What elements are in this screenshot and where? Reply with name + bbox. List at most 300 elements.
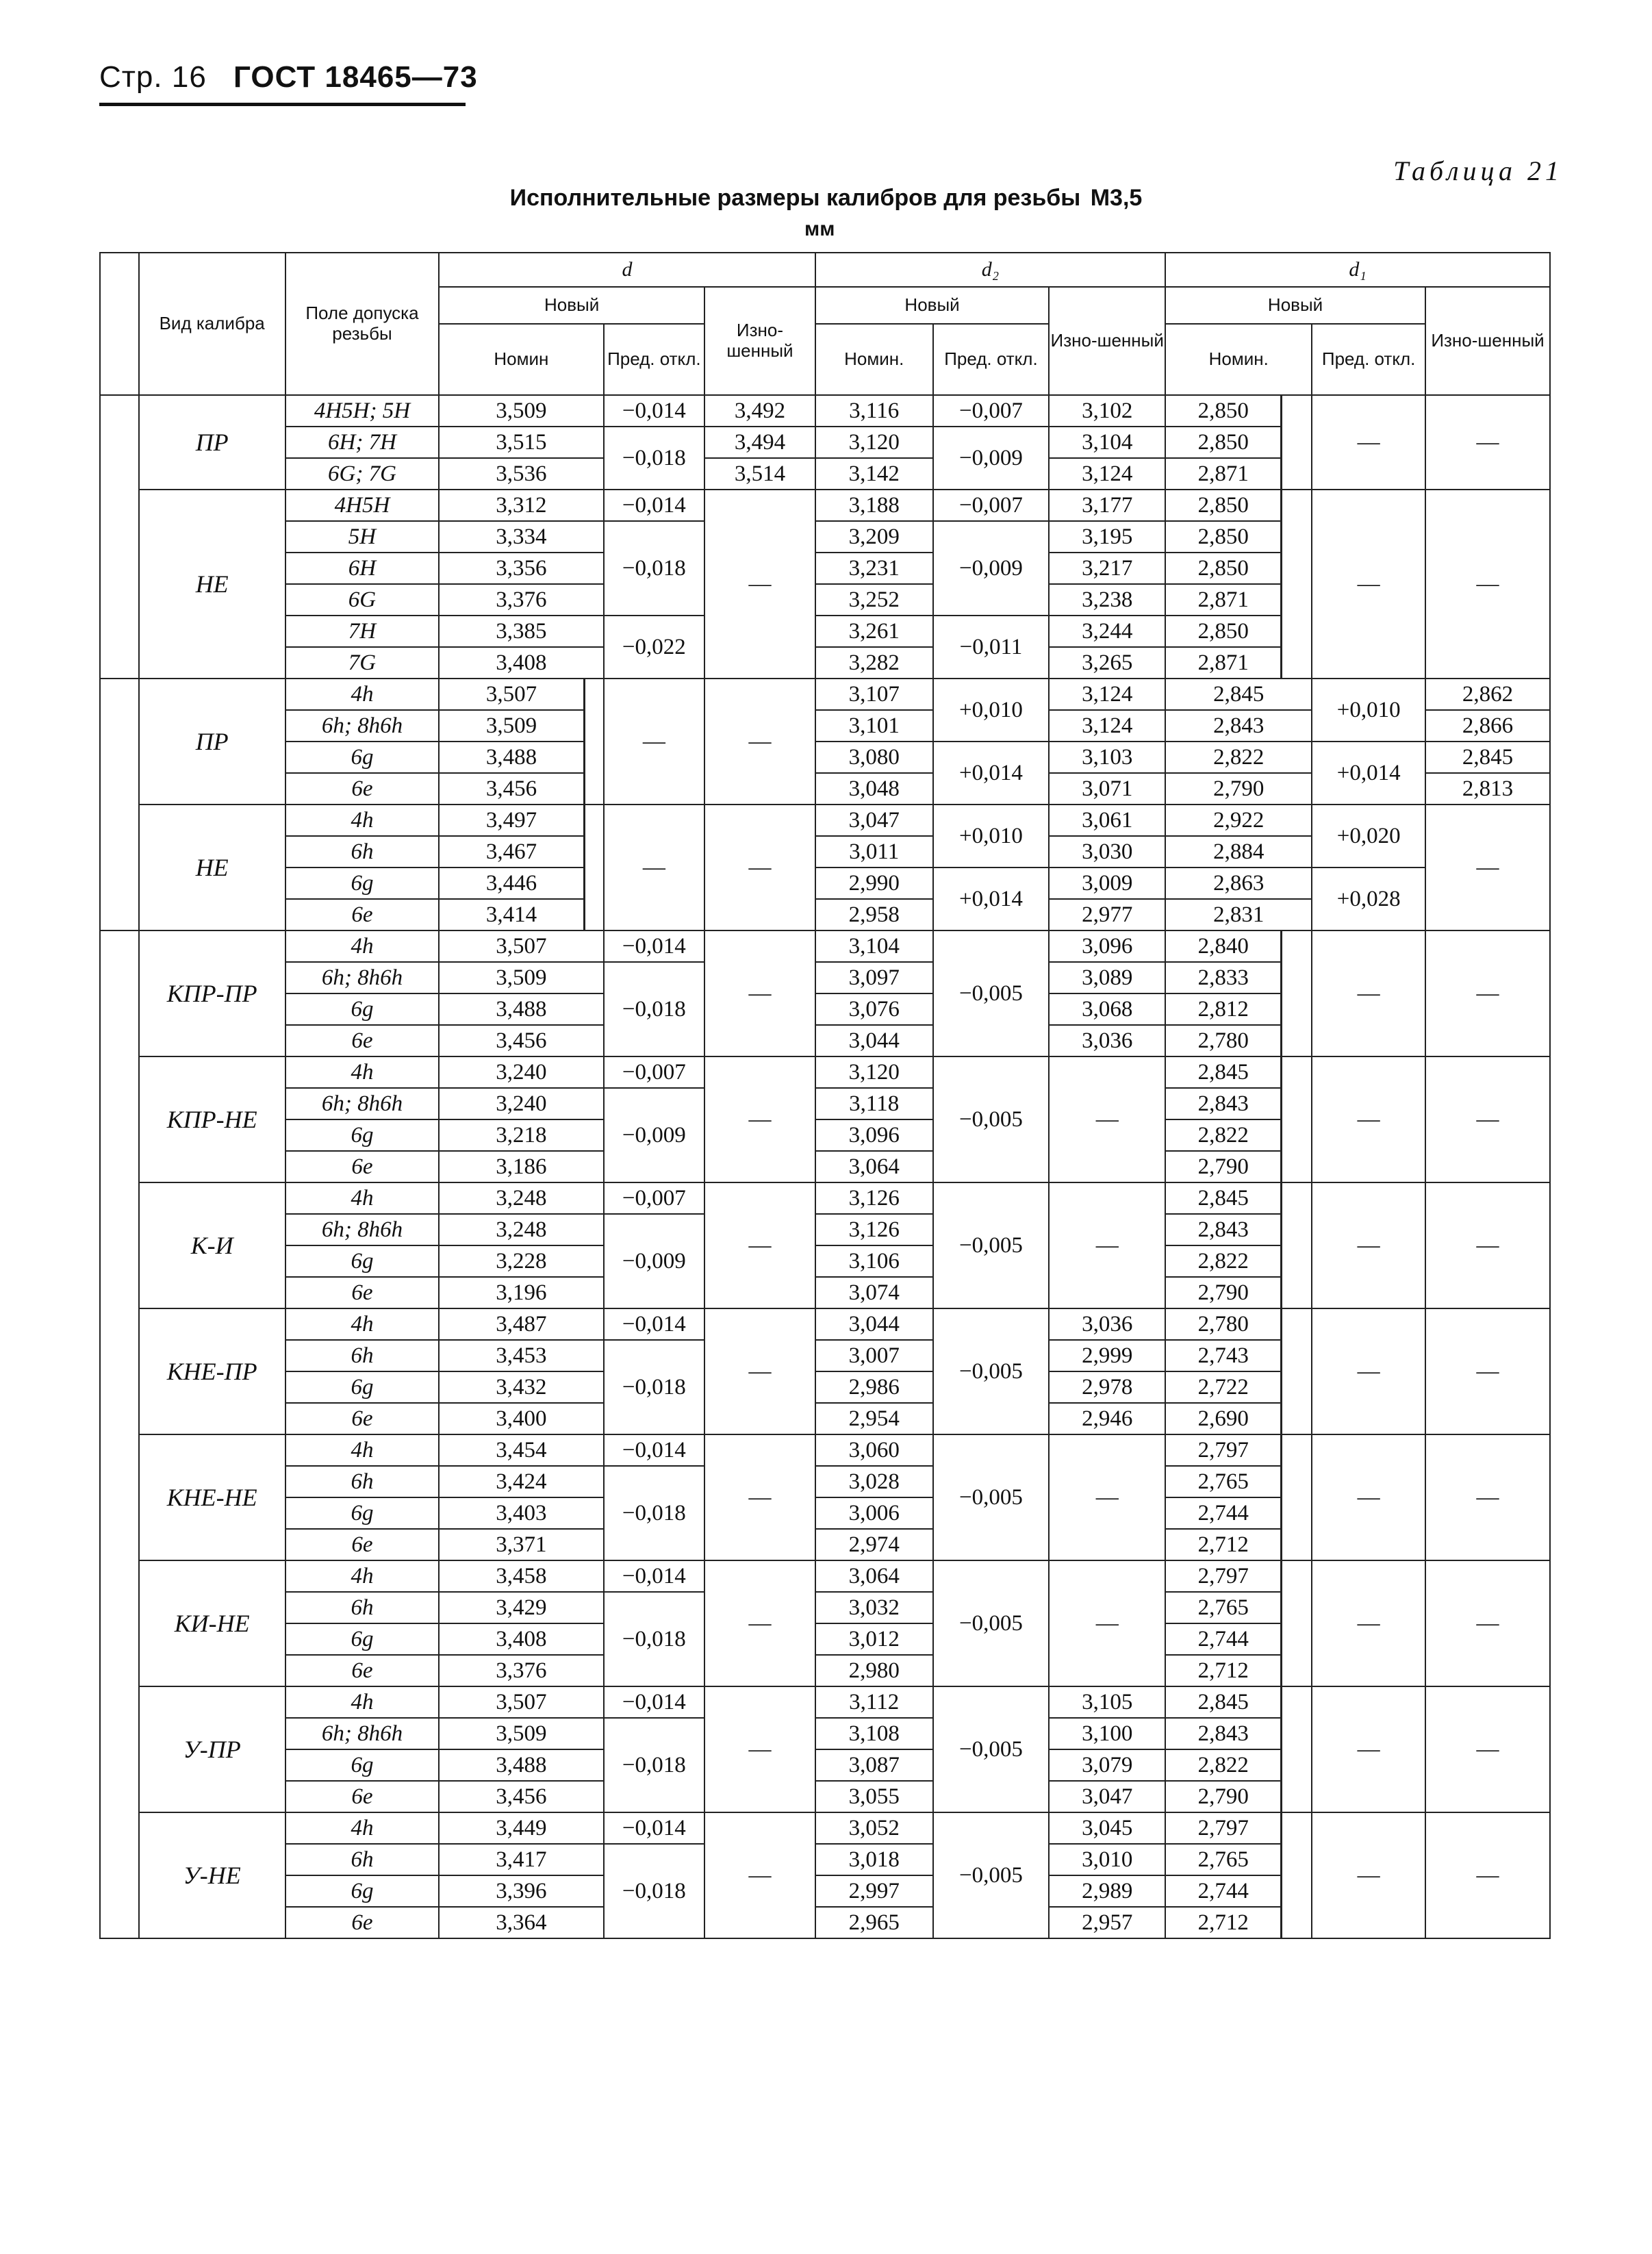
d1-deviation: — xyxy=(1312,1308,1425,1434)
header-d1: d₁ xyxy=(1165,253,1550,287)
d2-nominal: 3,064 xyxy=(815,1151,933,1182)
d1-nominal: 2,871 xyxy=(1165,647,1282,679)
d1-worn: — xyxy=(1425,395,1550,490)
d2-nominal: 3,096 xyxy=(815,1119,933,1151)
d1-deviation: — xyxy=(1312,1182,1425,1308)
d-nominal: 3,536 xyxy=(439,458,603,490)
d-nominal: 3,186 xyxy=(439,1151,603,1182)
d2-nominal: 2,990 xyxy=(815,868,933,899)
d-deviation: −0,014 xyxy=(604,1686,705,1718)
d1-nominal: 2,845 xyxy=(1165,1056,1282,1088)
d1-deviation: — xyxy=(1312,395,1425,490)
d1-worn: — xyxy=(1425,1686,1550,1812)
d1-nominal: 2,850 xyxy=(1165,490,1282,521)
d2-worn: 2,946 xyxy=(1049,1403,1165,1434)
tolerance-field: 6g xyxy=(285,1875,439,1907)
d1-nominal: 2,712 xyxy=(1165,1529,1282,1560)
d-deviation: −0,018 xyxy=(604,521,705,616)
d-deviation: −0,009 xyxy=(604,1088,705,1182)
d2-nominal: 3,107 xyxy=(815,679,933,710)
d1-nominal: 2,780 xyxy=(1165,1025,1282,1056)
d2-deviation: +0,014 xyxy=(933,868,1050,930)
d2-worn: 2,957 xyxy=(1049,1907,1165,1938)
tolerance-field: 6g xyxy=(285,1749,439,1781)
group-ring-gauges xyxy=(100,679,139,930)
page-number: Стр. 16 xyxy=(99,60,207,94)
d-nominal: 3,509 xyxy=(439,962,603,993)
d1-deviation: — xyxy=(1312,1560,1425,1686)
d-deviation: −0,018 xyxy=(604,962,705,1056)
tolerance-field: 4h xyxy=(285,1686,439,1718)
d1-deviation: — xyxy=(1312,1434,1425,1560)
d-worn: — xyxy=(704,805,815,930)
tolerance-field: 6e xyxy=(285,1403,439,1434)
gauge-type: КНЕ-НЕ xyxy=(139,1434,285,1560)
d-nominal: 3,446 xyxy=(439,868,584,899)
d1-nominal: 2,797 xyxy=(1165,1560,1282,1592)
tolerance-field: 7H xyxy=(285,616,439,647)
d2-worn: 2,999 xyxy=(1049,1340,1165,1371)
d2-deviation: +0,014 xyxy=(933,742,1050,805)
d1-worn: 2,866 xyxy=(1425,710,1550,742)
d1-nominal: 2,884 xyxy=(1165,836,1312,868)
d1-worn: — xyxy=(1425,1434,1550,1560)
d-nominal: 3,248 xyxy=(439,1182,603,1214)
d2-nominal: 2,986 xyxy=(815,1371,933,1403)
d2-nominal: 3,080 xyxy=(815,742,933,773)
d1-worn: — xyxy=(1425,1560,1550,1686)
note-not-more xyxy=(1282,395,1312,490)
note-not-more xyxy=(1282,1308,1312,1434)
tolerance-field: 4h xyxy=(285,1182,439,1214)
d1-nominal: 2,780 xyxy=(1165,1308,1282,1340)
d-nominal: 3,509 xyxy=(439,1718,603,1749)
d-deviation: −0,014 xyxy=(604,1560,705,1592)
d-worn: 3,492 xyxy=(704,395,815,427)
d-nominal: 3,218 xyxy=(439,1119,603,1151)
d1-deviation: +0,010 xyxy=(1312,679,1425,742)
d-nominal: 3,515 xyxy=(439,427,603,458)
d1-nominal: 2,845 xyxy=(1165,1686,1282,1718)
gauge-type: У-ПР xyxy=(139,1686,285,1812)
header-d2-new: Новый xyxy=(815,287,1050,324)
gauge-type: ПР xyxy=(139,395,285,490)
d-nominal: 3,429 xyxy=(439,1592,603,1623)
d1-nominal: 2,850 xyxy=(1165,427,1282,458)
d2-deviation: −0,005 xyxy=(933,1560,1050,1686)
d2-worn: 3,079 xyxy=(1049,1749,1165,1781)
d-nominal: 3,449 xyxy=(439,1812,603,1844)
d-nominal: 3,456 xyxy=(439,1025,603,1056)
header-tolerance-field: Поле допуска резьбы xyxy=(285,253,439,395)
d2-deviation: −0,005 xyxy=(933,1308,1050,1434)
header-d-worn: Изно-шенный xyxy=(704,287,815,395)
tolerance-field: 7G xyxy=(285,647,439,679)
note-not-more xyxy=(1282,490,1312,679)
d-nominal: 3,453 xyxy=(439,1340,603,1371)
d1-nominal: 2,822 xyxy=(1165,742,1312,773)
d-deviation: −0,018 xyxy=(604,1844,705,1938)
table-title-thread: М3,5 xyxy=(1090,185,1143,211)
tolerance-field: 4h xyxy=(285,805,439,836)
d-nominal: 3,424 xyxy=(439,1466,603,1497)
tolerance-field: 4h xyxy=(285,1560,439,1592)
d-nominal: 3,364 xyxy=(439,1907,603,1938)
d2-nominal: 3,007 xyxy=(815,1340,933,1371)
header-d2: d₂ xyxy=(815,253,1165,287)
gauge-type: НЕ xyxy=(139,490,285,679)
d2-nominal: 3,188 xyxy=(815,490,933,521)
d2-nominal: 3,011 xyxy=(815,836,933,868)
d2-worn: 3,036 xyxy=(1049,1025,1165,1056)
d2-worn: 2,978 xyxy=(1049,1371,1165,1403)
d1-worn: — xyxy=(1425,1182,1550,1308)
d1-nominal: 2,790 xyxy=(1165,1277,1282,1308)
d-nominal: 3,196 xyxy=(439,1277,603,1308)
d1-worn: — xyxy=(1425,930,1550,1056)
d2-worn: 3,238 xyxy=(1049,584,1165,616)
d2-worn: 3,010 xyxy=(1049,1844,1165,1875)
d1-worn: — xyxy=(1425,1812,1550,1938)
d-deviation: −0,018 xyxy=(604,1592,705,1686)
d1-nominal: 2,743 xyxy=(1165,1340,1282,1371)
d1-nominal: 2,845 xyxy=(1165,1182,1282,1214)
d2-deviation: −0,005 xyxy=(933,930,1050,1056)
header-rule xyxy=(99,103,466,106)
d-deviation: −0,014 xyxy=(604,930,705,962)
d-deviation: −0,014 xyxy=(604,1308,705,1340)
d2-deviation: −0,005 xyxy=(933,1812,1050,1938)
d1-nominal: 2,845 xyxy=(1165,679,1312,710)
tolerance-field: 6g xyxy=(285,993,439,1025)
d-nominal: 3,312 xyxy=(439,490,603,521)
tolerance-field: 6g xyxy=(285,1371,439,1403)
d-nominal: 3,228 xyxy=(439,1245,603,1277)
d2-worn: 3,124 xyxy=(1049,679,1165,710)
d1-worn: — xyxy=(1425,1056,1550,1182)
d2-worn: 3,104 xyxy=(1049,427,1165,458)
d2-worn: 3,030 xyxy=(1049,836,1165,868)
d1-nominal: 2,797 xyxy=(1165,1812,1282,1844)
d-nominal: 3,376 xyxy=(439,1655,603,1686)
d2-deviation: −0,005 xyxy=(933,1686,1050,1812)
d1-deviation: — xyxy=(1312,930,1425,1056)
d2-worn: 3,265 xyxy=(1049,647,1165,679)
page-header xyxy=(99,60,478,94)
d2-deviation: −0,009 xyxy=(933,427,1050,490)
header-d2-deviation: Пред. откл. xyxy=(933,324,1050,395)
d2-deviation: −0,005 xyxy=(933,1056,1050,1182)
d2-nominal: 3,142 xyxy=(815,458,933,490)
tolerance-field: 6g xyxy=(285,868,439,899)
d2-nominal: 2,965 xyxy=(815,1907,933,1938)
d2-nominal: 3,106 xyxy=(815,1245,933,1277)
tolerance-field: 6e xyxy=(285,1781,439,1812)
d2-deviation: +0,010 xyxy=(933,679,1050,742)
d-nominal: 3,248 xyxy=(439,1214,603,1245)
d2-worn: 3,089 xyxy=(1049,962,1165,993)
header-name xyxy=(100,253,139,395)
tolerance-field: 4H5H; 5H xyxy=(285,395,439,427)
d2-worn: 2,977 xyxy=(1049,899,1165,930)
d2-nominal: 3,261 xyxy=(815,616,933,647)
d2-nominal: 2,980 xyxy=(815,1655,933,1686)
d1-nominal: 2,831 xyxy=(1165,899,1312,930)
note-not-more xyxy=(1282,1434,1312,1560)
d2-worn: 3,100 xyxy=(1049,1718,1165,1749)
d1-nominal: 2,744 xyxy=(1165,1497,1282,1529)
note-not-more xyxy=(1282,930,1312,1056)
d-nominal: 3,376 xyxy=(439,584,603,616)
d2-nominal: 3,012 xyxy=(815,1623,933,1655)
d1-nominal: 2,822 xyxy=(1165,1119,1282,1151)
header-gauge-type: Вид калибра xyxy=(139,253,285,395)
d2-nominal: 3,209 xyxy=(815,521,933,553)
d1-deviation: — xyxy=(1312,1812,1425,1938)
d2-nominal: 3,074 xyxy=(815,1277,933,1308)
gauge-type: КНЕ-ПР xyxy=(139,1308,285,1434)
d2-deviation: +0,010 xyxy=(933,805,1050,868)
d2-deviation: −0,011 xyxy=(933,616,1050,679)
d-nominal: 3,408 xyxy=(439,1623,603,1655)
d1-nominal: 2,833 xyxy=(1165,962,1282,993)
d-worn: — xyxy=(704,1686,815,1812)
d2-nominal: 2,997 xyxy=(815,1875,933,1907)
d1-nominal: 2,840 xyxy=(1165,930,1282,962)
header-d2-nominal: Номин. xyxy=(815,324,933,395)
d1-nominal: 2,690 xyxy=(1165,1403,1282,1434)
tolerance-field: 6e xyxy=(285,1277,439,1308)
d2-nominal: 3,044 xyxy=(815,1308,933,1340)
header-d1-deviation: Пред. откл. xyxy=(1312,324,1425,395)
d-deviation: −0,014 xyxy=(604,395,705,427)
d1-nominal: 2,871 xyxy=(1165,458,1282,490)
d-deviation: −0,022 xyxy=(604,616,705,679)
d-deviation: −0,014 xyxy=(604,1812,705,1844)
d1-nominal: 2,863 xyxy=(1165,868,1312,899)
d2-worn: 3,045 xyxy=(1049,1812,1165,1844)
tolerance-field: 6g xyxy=(285,1119,439,1151)
d2-worn: 3,217 xyxy=(1049,553,1165,584)
d1-nominal: 2,790 xyxy=(1165,1151,1282,1182)
d-worn: — xyxy=(704,1434,815,1560)
d-nominal: 3,371 xyxy=(439,1529,603,1560)
d-nominal: 3,240 xyxy=(439,1056,603,1088)
d1-nominal: 2,712 xyxy=(1165,1907,1282,1938)
group-control-plug-gauges xyxy=(100,930,139,1938)
note-not-more xyxy=(1282,1686,1312,1812)
d2-nominal: 3,120 xyxy=(815,427,933,458)
d2-worn: 3,096 xyxy=(1049,930,1165,962)
d2-nominal: 3,282 xyxy=(815,647,933,679)
d-nominal: 3,356 xyxy=(439,553,603,584)
d1-nominal: 2,850 xyxy=(1165,616,1282,647)
d2-deviation: −0,007 xyxy=(933,490,1050,521)
d1-nominal: 2,797 xyxy=(1165,1434,1282,1466)
d-nominal: 3,385 xyxy=(439,616,603,647)
d2-deviation: −0,007 xyxy=(933,395,1050,427)
d2-nominal: 3,252 xyxy=(815,584,933,616)
header-d-deviation: Пред. откл. xyxy=(604,324,705,395)
d-deviation: −0,007 xyxy=(604,1056,705,1088)
d2-worn: 3,195 xyxy=(1049,521,1165,553)
d-nominal: 3,400 xyxy=(439,1403,603,1434)
d-worn: — xyxy=(704,1560,815,1686)
d1-nominal: 2,812 xyxy=(1165,993,1282,1025)
header-d1-nominal: Номин. xyxy=(1165,324,1312,395)
d2-worn: 3,124 xyxy=(1049,710,1165,742)
d2-worn: 3,105 xyxy=(1049,1686,1165,1718)
d-nominal: 3,396 xyxy=(439,1875,603,1907)
d2-deviation: −0,005 xyxy=(933,1182,1050,1308)
d2-worn: — xyxy=(1049,1560,1165,1686)
d1-nominal: 2,822 xyxy=(1165,1245,1282,1277)
d2-deviation: −0,009 xyxy=(933,521,1050,616)
d2-worn: 3,047 xyxy=(1049,1781,1165,1812)
d2-nominal: 3,052 xyxy=(815,1812,933,1844)
d1-nominal: 2,822 xyxy=(1165,1749,1282,1781)
note-not-less xyxy=(584,805,603,930)
d-nominal: 3,403 xyxy=(439,1497,603,1529)
d1-nominal: 2,922 xyxy=(1165,805,1312,836)
d1-worn: — xyxy=(1425,1308,1550,1434)
d-deviation: −0,018 xyxy=(604,1466,705,1560)
d2-nominal: 3,126 xyxy=(815,1214,933,1245)
d-nominal: 3,458 xyxy=(439,1560,603,1592)
tolerance-field: 6e xyxy=(285,1907,439,1938)
d1-nominal: 2,850 xyxy=(1165,521,1282,553)
d1-deviation: — xyxy=(1312,490,1425,679)
d2-nominal: 3,118 xyxy=(815,1088,933,1119)
d1-nominal: 2,850 xyxy=(1165,553,1282,584)
d-deviation: −0,007 xyxy=(604,1182,705,1214)
d1-nominal: 2,765 xyxy=(1165,1466,1282,1497)
note-not-more xyxy=(1282,1560,1312,1686)
header-d1-new: Новый xyxy=(1165,287,1425,324)
d-nominal: 3,467 xyxy=(439,836,584,868)
header-d2-worn: Изно-шенный xyxy=(1049,287,1165,395)
d-nominal: 3,454 xyxy=(439,1434,603,1466)
note-not-more xyxy=(1282,1056,1312,1182)
d2-nominal: 3,032 xyxy=(815,1592,933,1623)
table-number: Таблица 21 xyxy=(1393,155,1563,186)
table-title xyxy=(0,185,1652,212)
d1-nominal: 2,790 xyxy=(1165,1781,1282,1812)
d2-nominal: 3,044 xyxy=(815,1025,933,1056)
note-not-less xyxy=(584,679,603,805)
d-worn: — xyxy=(704,1056,815,1182)
d2-worn: 3,124 xyxy=(1049,458,1165,490)
tolerance-field: 4h xyxy=(285,1056,439,1088)
tolerance-field: 6h; 8h6h xyxy=(285,710,439,742)
d2-nominal: 3,097 xyxy=(815,962,933,993)
d-deviation: −0,009 xyxy=(604,1214,705,1308)
unit-label: мм xyxy=(804,218,835,240)
tolerance-field: 4H5H xyxy=(285,490,439,521)
d-worn: — xyxy=(704,490,815,679)
tolerance-field: 4h xyxy=(285,1308,439,1340)
d-nominal: 3,509 xyxy=(439,395,603,427)
d-deviation: −0,018 xyxy=(604,1718,705,1812)
d2-nominal: 3,120 xyxy=(815,1056,933,1088)
d1-nominal: 2,843 xyxy=(1165,1088,1282,1119)
d2-nominal: 3,087 xyxy=(815,1749,933,1781)
gauge-type: У-НЕ xyxy=(139,1812,285,1938)
tolerance-field: 5H xyxy=(285,521,439,553)
tolerance-field: 6e xyxy=(285,773,439,805)
tolerance-field: 6e xyxy=(285,899,439,930)
d1-nominal: 2,722 xyxy=(1165,1371,1282,1403)
d2-worn: 3,071 xyxy=(1049,773,1165,805)
d2-nominal: 3,006 xyxy=(815,1497,933,1529)
tolerance-field: 6g xyxy=(285,1497,439,1529)
tolerance-field: 6e xyxy=(285,1025,439,1056)
gauge-type: КИ-НЕ xyxy=(139,1560,285,1686)
d1-deviation: +0,020 xyxy=(1312,805,1425,868)
d2-worn: 3,068 xyxy=(1049,993,1165,1025)
table-title-text: Исполнительные размеры калибров для резьбы xyxy=(509,185,1081,211)
d2-nominal: 3,108 xyxy=(815,1718,933,1749)
d2-worn: 3,102 xyxy=(1049,395,1165,427)
d-deviation: — xyxy=(604,805,705,930)
d1-nominal: 2,871 xyxy=(1165,584,1282,616)
d-worn: — xyxy=(704,1812,815,1938)
d2-nominal: 3,126 xyxy=(815,1182,933,1214)
d-nominal: 3,488 xyxy=(439,742,584,773)
d2-nominal: 3,104 xyxy=(815,930,933,962)
d1-nominal: 2,765 xyxy=(1165,1844,1282,1875)
tolerance-field: 6h; 8h6h xyxy=(285,962,439,993)
d-deviation: −0,018 xyxy=(604,1340,705,1434)
tolerance-field: 6e xyxy=(285,1655,439,1686)
d-worn: — xyxy=(704,679,815,805)
d2-worn: — xyxy=(1049,1182,1165,1308)
d-worn: 3,514 xyxy=(704,458,815,490)
d2-nominal: 2,954 xyxy=(815,1403,933,1434)
d2-nominal: 3,060 xyxy=(815,1434,933,1466)
d-deviation: — xyxy=(604,679,705,805)
d2-worn: 3,244 xyxy=(1049,616,1165,647)
d2-nominal: 2,974 xyxy=(815,1529,933,1560)
d-nominal: 3,432 xyxy=(439,1371,603,1403)
d-nominal: 3,507 xyxy=(439,679,584,710)
gauge-type: НЕ xyxy=(139,805,285,930)
tolerance-field: 6g xyxy=(285,1245,439,1277)
d-nominal: 3,497 xyxy=(439,805,584,836)
d2-nominal: 3,018 xyxy=(815,1844,933,1875)
d-worn: — xyxy=(704,1182,815,1308)
d2-worn: — xyxy=(1049,1434,1165,1560)
d1-nominal: 2,843 xyxy=(1165,710,1312,742)
d2-nominal: 3,101 xyxy=(815,710,933,742)
tolerance-field: 4h xyxy=(285,930,439,962)
group-plug-gauges xyxy=(100,395,139,679)
d1-nominal: 2,765 xyxy=(1165,1592,1282,1623)
d2-worn: 3,177 xyxy=(1049,490,1165,521)
d1-nominal: 2,744 xyxy=(1165,1875,1282,1907)
tolerance-field: 4h xyxy=(285,679,439,710)
d1-nominal: 2,744 xyxy=(1165,1623,1282,1655)
gauge-dimensions-table xyxy=(99,252,1551,1939)
d-nominal: 3,488 xyxy=(439,993,603,1025)
d-deviation: −0,014 xyxy=(604,490,705,521)
gauge-type: ПР xyxy=(139,679,285,805)
note-not-more xyxy=(1282,1812,1312,1938)
d-nominal: 3,509 xyxy=(439,710,584,742)
d-nominal: 3,507 xyxy=(439,1686,603,1718)
d-nominal: 3,334 xyxy=(439,521,603,553)
d2-nominal: 2,958 xyxy=(815,899,933,930)
